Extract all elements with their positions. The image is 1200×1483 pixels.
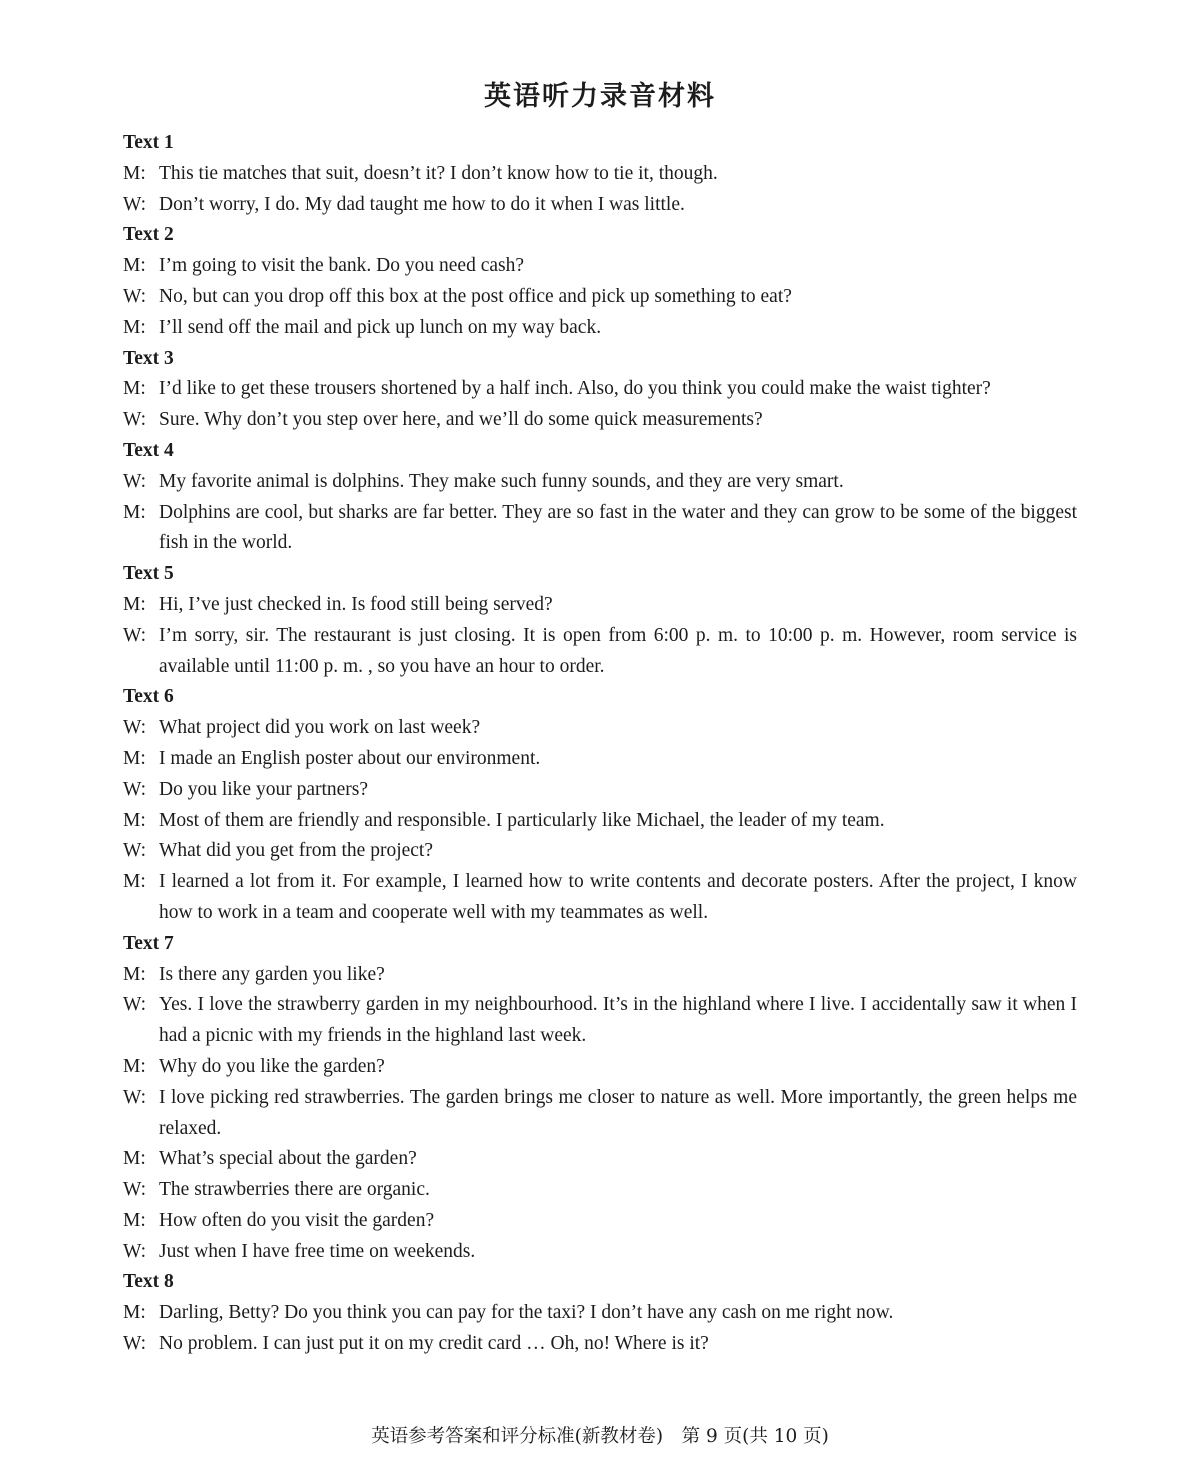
speech-text: What project did you work on last week? (159, 717, 481, 739)
dialogue-line (123, 1052, 1077, 1083)
speaker-label: W: (123, 778, 147, 800)
dialogue-line (123, 1206, 1077, 1237)
dialogue-line (123, 159, 1077, 190)
section-heading: Text 6 (123, 686, 174, 708)
speech-text: Is there any garden you like? (159, 963, 385, 985)
speaker-label: W: (123, 470, 147, 492)
dialogue-line (123, 467, 1077, 498)
speech-text: Do you like your partners? (159, 778, 369, 800)
speech-text: This tie matches that suit, doesn’t it? I don’t know how to tie it, though. (159, 162, 718, 184)
dialogue-line (123, 1083, 1077, 1145)
dialogue-line (123, 806, 1077, 837)
section-heading: Text 4 (123, 439, 174, 461)
speaker-label: W: (123, 624, 147, 646)
speech-text: Dolphins are cool, but sharks are far better. They are so fast in the water and they can grow to be some of the biggest fish in the world. (159, 501, 1077, 554)
section-heading: Text 5 (123, 563, 174, 585)
speaker-label: M: (123, 871, 146, 893)
page-title: 英语听力录音材料 (484, 81, 716, 112)
speaker-label: M: (123, 747, 146, 769)
speaker-label: M: (123, 316, 146, 338)
speech-text: What’s special about the garden? (159, 1148, 417, 1170)
speaker-label: W: (123, 1333, 147, 1355)
dialogue-line (123, 990, 1077, 1052)
section-heading: Text 3 (123, 347, 174, 369)
speech-text: My favorite animal is dolphins. They make such funny sounds, and they are very smart. (159, 470, 844, 492)
section-heading: Text 8 (123, 1271, 174, 1293)
section-heading: Text 1 (123, 132, 174, 153)
transcript-body (123, 128, 1077, 1360)
speaker-label: M: (123, 809, 146, 831)
speaker-label: M: (123, 1055, 146, 1077)
speech-text: Most of them are friendly and responsible. I particularly like Michael, the leader of my team. (159, 809, 885, 831)
dialogue-line (123, 251, 1077, 282)
dialogue-line (123, 744, 1077, 775)
dialogue-line (123, 313, 1077, 344)
dialogue-line (123, 621, 1077, 683)
dialogue-line (123, 867, 1077, 929)
dialogue-line (123, 190, 1077, 221)
section-heading: Text 2 (123, 224, 174, 246)
speech-text: Why do you like the garden? (159, 1055, 385, 1077)
speaker-label: M: (123, 1302, 146, 1324)
speaker-label: M: (123, 162, 146, 184)
dialogue-line (123, 713, 1077, 744)
dialogue-line (123, 1298, 1077, 1329)
dialogue-line (123, 1144, 1077, 1175)
dialogue-line (123, 282, 1077, 313)
speech-text: I’m going to visit the bank. Do you need cash? (159, 255, 525, 277)
speaker-label: W: (123, 1240, 147, 1262)
speech-text: I’d like to get these trousers shortened by a half inch. Also, do you think you could make the waist tighter? (159, 378, 991, 400)
speech-text: I’m sorry, sir. The restaurant is just closing. It is open from 6:00 p. m. to 10:00 p. m. However, room service is available until 11:00 p. m. , so you have an hour to order. (159, 624, 1077, 677)
speech-text: What did you get from the project? (159, 840, 433, 862)
speaker-label: M: (123, 501, 146, 523)
dialogue-line (123, 374, 1077, 405)
dialogue-line (123, 498, 1077, 560)
dialogue-line (123, 1329, 1077, 1360)
dialogue-line (123, 405, 1077, 436)
speech-text: How often do you visit the garden? (159, 1209, 435, 1231)
speaker-label: W: (123, 840, 147, 862)
speaker-label: M: (123, 378, 146, 400)
speech-text: I’ll send off the mail and pick up lunch on my way back. (159, 316, 602, 338)
dialogue-line (123, 960, 1077, 991)
page-footer: 英语参考答案和评分标准(新教材卷) 第 9 页(共 10 页) (371, 1426, 829, 1447)
speech-text: Hi, I’ve just checked in. Is food still being served? (159, 593, 553, 615)
speech-text: Yes. I love the strawberry garden in my neighbourhood. It’s in the highland where I live. I accidentally saw it when I had a picnic with my friends in the highland last week. (159, 994, 1077, 1047)
dialogue-line (123, 775, 1077, 806)
speech-text: I love picking red strawberries. The garden brings me closer to nature as well. More importantly, the green helps me relaxed. (159, 1086, 1077, 1139)
speech-text: The strawberries there are organic. (159, 1179, 430, 1201)
speech-text: No, but can you drop off this box at the post office and pick up something to eat? (159, 285, 792, 307)
dialogue-line (123, 1237, 1077, 1268)
section-heading: Text 7 (123, 932, 174, 954)
speech-text: Just when I have free time on weekends. (159, 1240, 476, 1262)
speaker-label: M: (123, 1148, 146, 1170)
speaker-label: W: (123, 1179, 147, 1201)
dialogue-line (123, 1175, 1077, 1206)
speech-text: No problem. I can just put it on my credit card … Oh, no! Where is it? (159, 1333, 709, 1355)
speaker-label: W: (123, 1086, 147, 1108)
speaker-label: M: (123, 593, 146, 615)
speech-text: I made an English poster about our environment. (159, 747, 541, 769)
speaker-label: M: (123, 255, 146, 277)
speaker-label: W: (123, 193, 147, 215)
speaker-label: M: (123, 1209, 146, 1231)
speaker-label: W: (123, 285, 147, 307)
dialogue-line (123, 590, 1077, 621)
dialogue-line (123, 836, 1077, 867)
speaker-label: M: (123, 963, 146, 985)
speaker-label: W: (123, 717, 147, 739)
speech-text: Darling, Betty? Do you think you can pay for the taxi? I don’t have any cash on me right now. (159, 1302, 894, 1324)
speaker-label: W: (123, 994, 147, 1016)
speech-text: Don’t worry, I do. My dad taught me how to do it when I was little. (159, 193, 685, 215)
speech-text: Sure. Why don’t you step over here, and we’ll do some quick measurements? (159, 409, 763, 431)
speaker-label: W: (123, 409, 147, 431)
speech-text: I learned a lot from it. For example, I learned how to write contents and decorate posters. After the project, I know how to work in a team and cooperate well with my teammates as well. (159, 871, 1077, 923)
